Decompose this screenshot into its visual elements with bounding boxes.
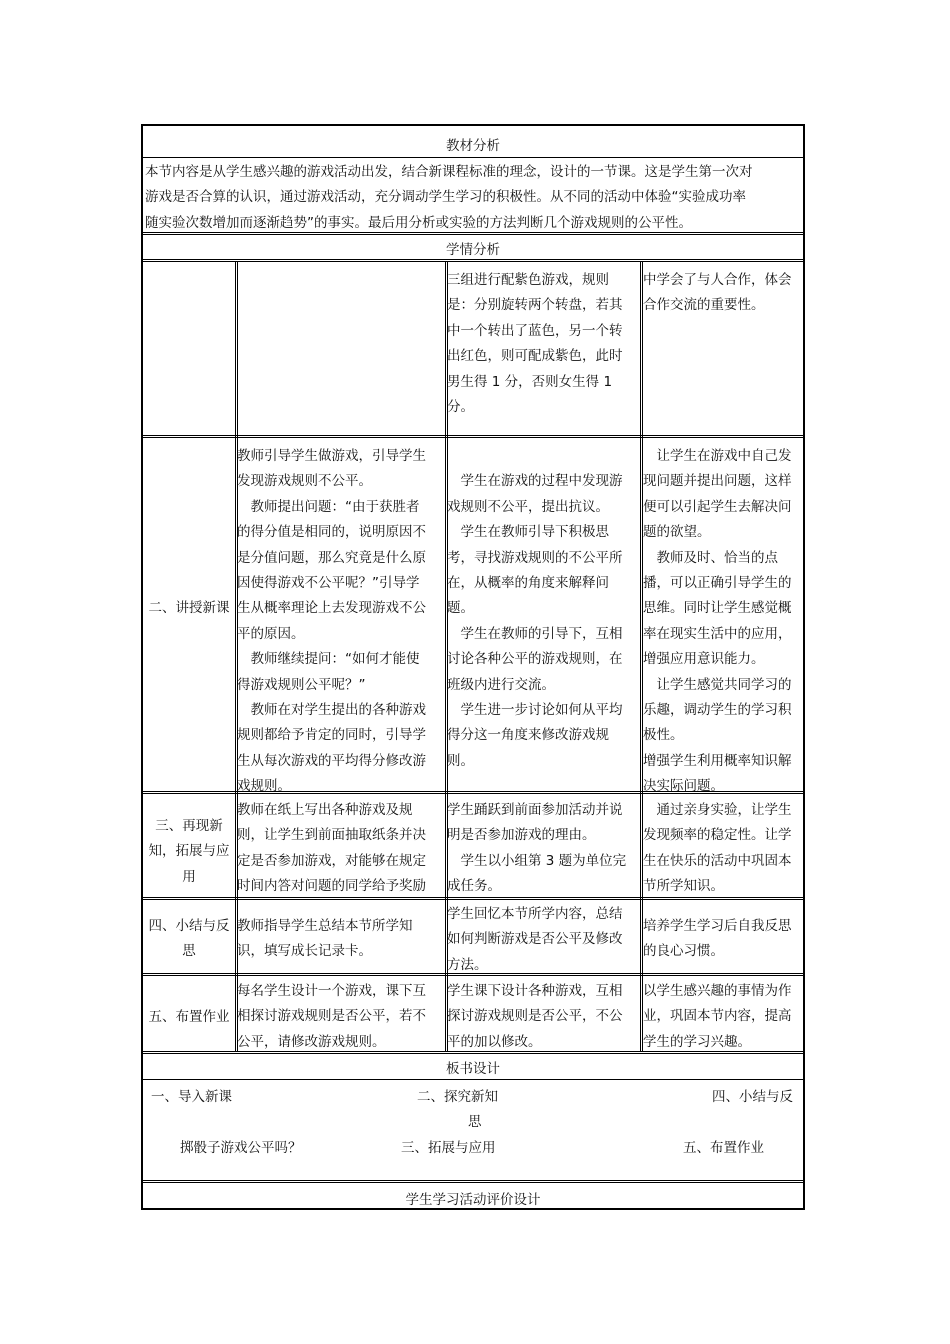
divider xyxy=(143,232,803,235)
row3-design-intent xyxy=(643,798,805,900)
text-line: 戏规则不公平，提出抗议。 xyxy=(447,498,609,515)
text-line: 游戏是否合算的认识，通过游戏活动，充分调动学生学习的积极性。从不同的活动中体验“实验成功率 xyxy=(145,189,746,206)
text-line: 播，可以正确引导学生的 xyxy=(643,574,792,591)
text-line: 学生在游戏的过程中发现游 xyxy=(447,473,623,490)
text-line: 中一个转出了蓝色，另一个转 xyxy=(447,322,623,339)
divider xyxy=(143,1079,803,1080)
lesson-plan-table xyxy=(141,124,805,1210)
text-line: 考，寻找游戏规则的不公平所 xyxy=(447,549,623,566)
divider xyxy=(143,259,803,262)
row2-teacher-activity xyxy=(237,444,445,799)
text-line: 题。 xyxy=(447,600,474,617)
divider xyxy=(143,1180,803,1183)
text-line: 中学会了与人合作，体会 xyxy=(643,272,792,288)
text-line: 戏规则。 xyxy=(237,778,291,795)
row1-design-intent xyxy=(643,268,805,319)
text-line: 节所学知识。 xyxy=(643,878,724,895)
text-line xyxy=(447,444,639,469)
board-item-extend: 三、拓展与应用 xyxy=(401,1140,496,1156)
row4-student-activity xyxy=(447,902,639,978)
text-line: 现问题并提出问题，这样 xyxy=(643,473,792,490)
text-line: 教师提出问题：“由于获胜者 xyxy=(237,498,420,515)
text-line: 方法。 xyxy=(447,956,488,973)
board-item-summary: 四、小结与反 xyxy=(712,1089,793,1105)
row5-teacher-activity xyxy=(237,979,445,1055)
text-line: 则。 xyxy=(447,752,474,769)
text-line: 学生在教师引导下积极思 xyxy=(447,524,609,541)
text-line: 学生课下设计各种游戏，互相 xyxy=(447,983,623,999)
divider xyxy=(143,157,803,158)
text-line: 明是否参加游戏的理由。 xyxy=(447,827,596,844)
material-analysis-text xyxy=(145,160,753,236)
text-line: 公平，请修改游戏规则。 xyxy=(237,1033,386,1050)
row2-student-activity xyxy=(447,444,639,774)
text-line: 四、小结与反 xyxy=(148,918,230,934)
row5-design-intent xyxy=(643,979,805,1055)
text-line: 极性。 xyxy=(643,727,684,744)
text-line: 得分这一角度来修改游戏规 xyxy=(447,727,609,744)
divider xyxy=(143,791,803,794)
row2-design-intent xyxy=(643,444,805,799)
text-line: 题的欲望。 xyxy=(643,524,711,541)
text-line: 学生回忆本节所学内容，总结 xyxy=(447,906,623,922)
text-line: 便可以引起学生去解决问 xyxy=(643,498,792,515)
text-line: 率在现实生活中的应用， xyxy=(643,625,792,642)
text-line: 知，拓展与应 xyxy=(148,843,230,860)
divider xyxy=(143,1051,803,1054)
row4-design-intent xyxy=(643,914,805,965)
material-analysis-heading: 教材分析 xyxy=(446,138,500,154)
board-item-explore: 二、探究新知 xyxy=(417,1089,498,1105)
row4-stage xyxy=(143,914,235,965)
text-line: 三、再现新 xyxy=(155,818,223,834)
text-line: 讨论各种公平的游戏规则，在 xyxy=(447,651,623,668)
text-line: 平的原因。 xyxy=(237,625,305,642)
row5-student-activity xyxy=(447,979,639,1055)
text-line: 则，让学生到前面抽取纸条并决 xyxy=(237,827,426,844)
text-line: 规则都给予肯定的同时，引导学 xyxy=(237,727,426,744)
divider xyxy=(143,435,803,438)
row4-teacher-activity xyxy=(237,914,445,965)
text-line: 是分值问题，那么究竟是什么原 xyxy=(237,549,426,566)
text-line: 教师指导学生总结本节所学知 xyxy=(237,918,413,934)
board-item-dice-question: 掷骰子游戏公平吗？ xyxy=(180,1140,302,1156)
text-line: 在，从概率的角度来解释问 xyxy=(447,574,609,591)
text-line: 增强应用意识能力。 xyxy=(643,651,765,668)
row3-teacher-activity xyxy=(237,798,445,900)
text-line: 教师继续提问：“如何才能使 xyxy=(237,651,420,668)
text-line: 的良心习惯。 xyxy=(643,943,724,960)
column-divider xyxy=(235,262,238,1052)
text-line: 生从概率理论上去发现游戏不公 xyxy=(237,600,426,617)
text-line: 学生进一步讨论如何从平均 xyxy=(447,701,623,718)
text-line: 探讨游戏规则是否公平，不公 xyxy=(447,1008,623,1025)
text-line: 教师在对学生提出的各种游戏 xyxy=(237,701,426,718)
divider xyxy=(143,973,803,976)
text-line: 随实验次数增加而逐渐趋势”的事实。最后用分析或实验的方法判断几个游戏规则的公平性。 xyxy=(145,214,692,231)
text-line: 定是否参加游戏，对能够在规定 xyxy=(237,852,426,869)
text-line: 教师及时、恰当的点 xyxy=(643,549,778,566)
column-divider xyxy=(445,262,448,1052)
text-line: 平的加以修改。 xyxy=(447,1033,542,1050)
text-line: 发现频率的稳定性。让学 xyxy=(643,827,792,844)
text-line: 分。 xyxy=(447,398,474,415)
text-line: 男生得 1 分，否则女生得 1 xyxy=(447,373,613,390)
text-line: 得游戏规则公平呢？” xyxy=(237,676,366,693)
text-line: 思 xyxy=(182,943,196,960)
text-line: 学生在教师的引导下，互相 xyxy=(447,625,623,642)
column-divider xyxy=(640,262,643,1052)
text-line: 识，填写成长记录卡。 xyxy=(237,943,372,960)
row1-student-activity xyxy=(447,268,639,420)
text-line: 如何判断游戏是否公平及修改 xyxy=(447,931,623,948)
text-line: 成任务。 xyxy=(447,878,501,895)
board-item-intro: 一、导入新课 xyxy=(151,1089,232,1105)
text-line: 生从每次游戏的平均得分修改游 xyxy=(237,752,426,769)
text-line: 培养学生学习后自我反思 xyxy=(643,918,792,934)
text-line: 三组进行配紫色游戏，规则 xyxy=(447,272,609,288)
row3-stage xyxy=(143,814,235,890)
board-item-explore-cont: 思 xyxy=(468,1114,482,1130)
text-line: 时间内答对问题的同学给予奖励 xyxy=(237,878,426,895)
row5-stage: 五、布置作业 xyxy=(148,1009,230,1025)
text-line: 通过亲身实验，让学生 xyxy=(643,802,792,818)
row2-stage: 二、讲授新课 xyxy=(148,600,230,616)
text-line: 相探讨游戏规则是否公平，若不 xyxy=(237,1008,426,1025)
text-line: 是：分别旋转两个转盘，若其 xyxy=(447,297,623,314)
text-line: 生在快乐的活动中巩固本 xyxy=(643,852,792,869)
text-line: 因使得游戏不公平呢？”引导学 xyxy=(237,574,420,591)
text-line: 学生的学习兴趣。 xyxy=(643,1033,751,1050)
text-line: 发现游戏规则不公平。 xyxy=(237,473,372,490)
text-line: 班级内进行交流。 xyxy=(447,676,555,693)
text-line: 让学生感觉共同学习的 xyxy=(643,676,792,693)
text-line: 教师在纸上写出各种游戏及规 xyxy=(237,802,413,818)
text-line: 合作交流的重要性。 xyxy=(643,297,765,314)
text-line: 学生以小组第 3 题为单位完 xyxy=(447,852,627,869)
board-item-homework: 五、布置作业 xyxy=(683,1140,764,1156)
text-line: 以学生感兴趣的事情为作 xyxy=(643,983,792,999)
text-line: 的得分值是相同的，说明原因不 xyxy=(237,524,426,541)
text-line: 乐趣，调动学生的学习积 xyxy=(643,701,792,718)
text-line: 增强学生利用概率知识解 xyxy=(643,752,792,769)
text-line: 思维。同时让学生感觉概 xyxy=(643,600,792,617)
learner-analysis-heading: 学情分析 xyxy=(446,242,500,258)
text-line: 让学生在游戏中自己发 xyxy=(643,448,792,464)
row3-student-activity xyxy=(447,798,639,900)
board-design-heading: 板书设计 xyxy=(446,1061,500,1077)
text-line: 每名学生设计一个游戏，课下互 xyxy=(237,983,426,999)
text-line: 教师引导学生做游戏，引导学生 xyxy=(237,448,426,464)
text-line: 用 xyxy=(182,868,196,885)
text-line: 决实际问题。 xyxy=(643,778,724,795)
text-line: 本节内容是从学生感兴趣的游戏活动出发，结合新课程标准的理念，设计的一节课。这是学生第一次对 xyxy=(145,164,753,180)
evaluation-heading: 学生学习活动评价设计 xyxy=(405,1192,541,1208)
text-line: 学生踊跃到前面参加活动并说 xyxy=(447,802,623,818)
divider xyxy=(143,897,803,900)
text-line: 出红色，则可配成紫色，此时 xyxy=(447,348,623,365)
text-line: 业，巩固本节内容，提高 xyxy=(643,1008,792,1025)
